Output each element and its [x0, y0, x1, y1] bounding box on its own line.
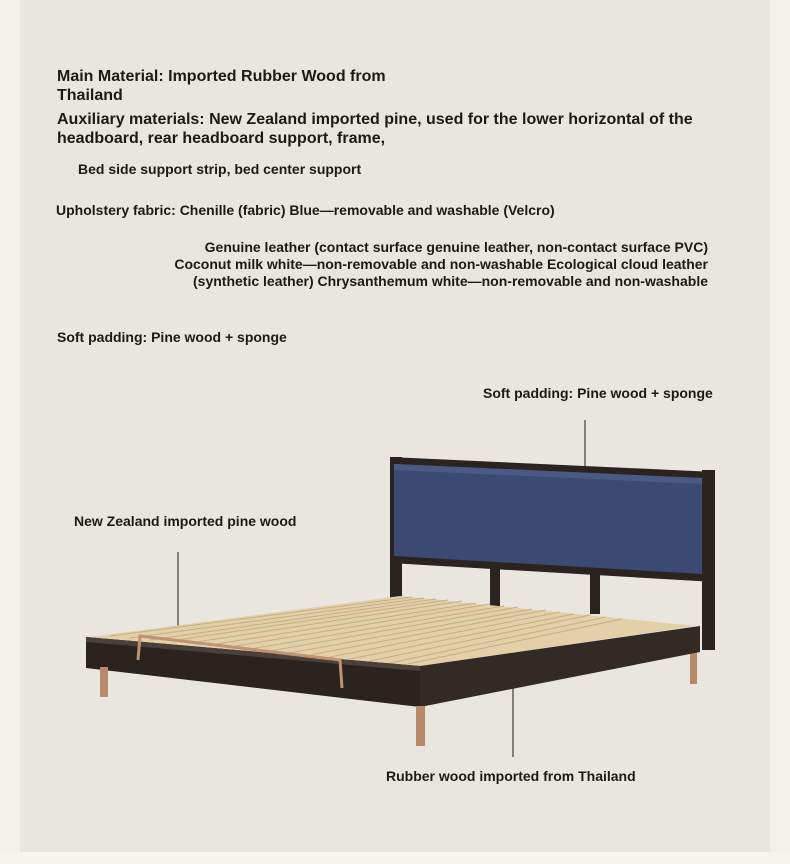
slats-callout-label: New Zealand imported pine wood — [74, 513, 297, 529]
auxiliary-materials-text: Auxiliary materials: New Zealand imported pine, used for the lower horizontal of the headboard, rear headboard support, frame, — [57, 111, 693, 147]
soft-padding-text: Soft padding: Pine wood + sponge — [57, 329, 287, 345]
bed-side-support-text: Bed side support strip, bed center support — [78, 161, 362, 177]
genuine-leather-text: Genuine leather (contact surface genuine leather, non-contact surface PVC) Coconut milk white—non-removable and non-washable Ecological cloud leather (synthetic leather) Chrysanthemum white—non-removable and non-washable — [174, 239, 708, 289]
main-material-text: Main Material: Imported Rubber Wood from Thailand — [57, 68, 386, 104]
front-left-leg — [100, 667, 108, 697]
headboard-support-1 — [490, 566, 500, 606]
frame-callout-label: Rubber wood imported from Thailand — [386, 768, 636, 784]
front-right-leg — [416, 706, 425, 746]
headboard-callout-label: Soft padding: Pine wood + sponge — [483, 385, 713, 401]
upholstery-fabric-text: Upholstery fabric: Chenille (fabric) Blue—removable and washable (Velcro) — [56, 202, 555, 218]
